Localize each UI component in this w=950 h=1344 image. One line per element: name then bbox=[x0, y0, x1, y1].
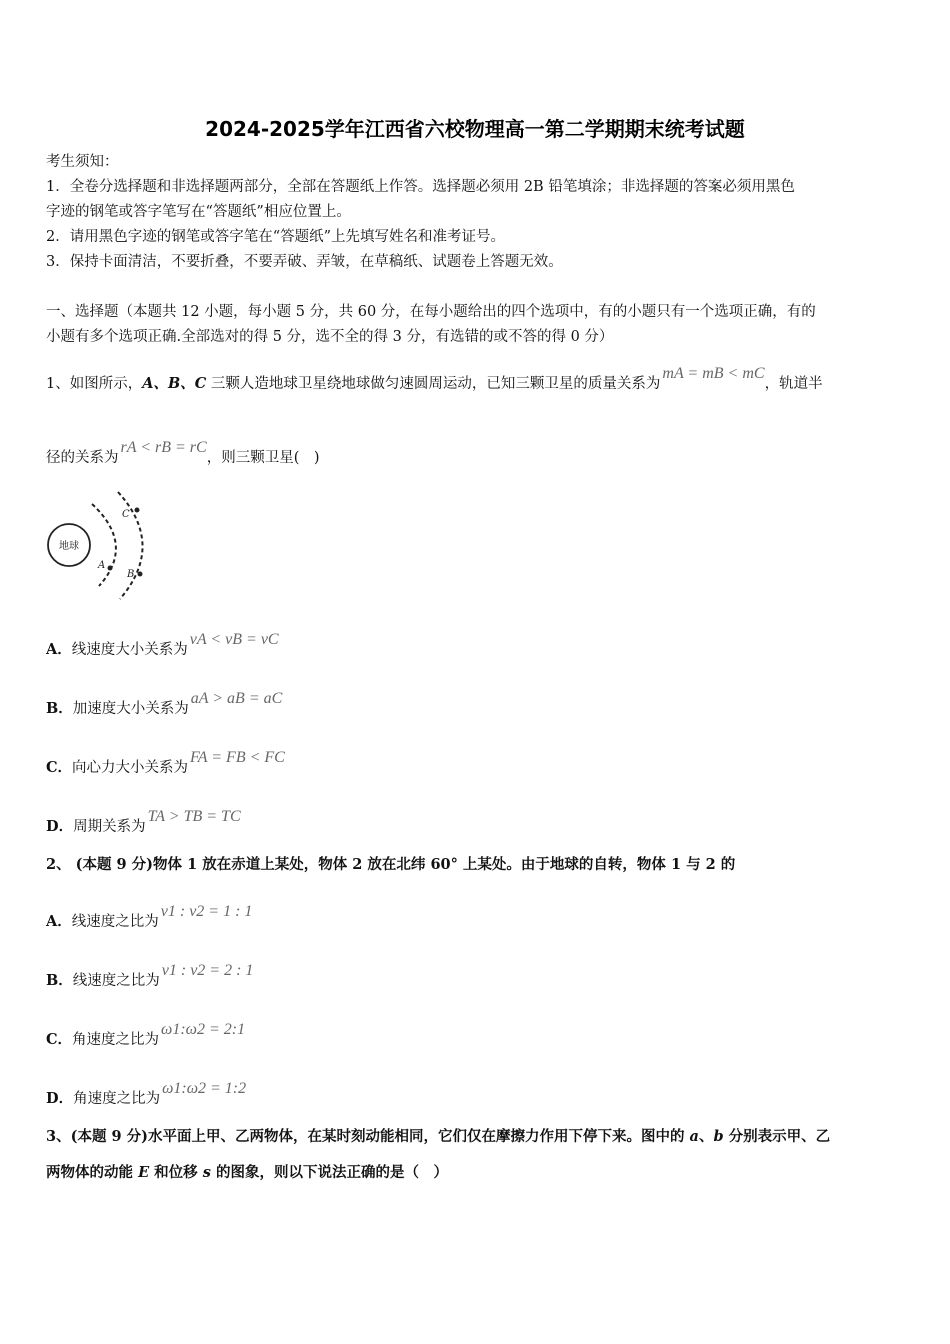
option-formula: v1 : v2 = 1 : 1 bbox=[160, 903, 253, 920]
q1-line2-prefix: 径的关系为 bbox=[46, 450, 119, 466]
q3-line2-suffix: 的图象，则以下说法正确的是（ ） bbox=[210, 1164, 448, 1181]
q3-line2-mid: 和位移 bbox=[149, 1164, 203, 1181]
option-formula: ω1:ω2 = 2:1 bbox=[161, 1021, 246, 1038]
section-heading: 一、选择题（本题共 12 小题，每小题 5 分，共 60 分，在每小题给出的四个选项中，有的小题只有一个选项正确，有的 bbox=[46, 304, 816, 320]
option-text: 角速度之比为 bbox=[73, 1091, 161, 1107]
option-text: 向心力大小关系为 bbox=[72, 760, 189, 776]
q1-suffix: ，轨道半 bbox=[764, 376, 823, 392]
option-text: 角速度之比为 bbox=[72, 1032, 160, 1048]
q1-option-b[interactable] bbox=[46, 689, 282, 719]
label-b: B bbox=[127, 569, 135, 580]
notice-item-2: 2．请用黑色字迹的钢笔或答字笔在“答题纸”上先填写姓名和准考证号。 bbox=[46, 229, 506, 245]
question-1-line-1 bbox=[46, 364, 823, 394]
q3-var-a: a bbox=[689, 1128, 699, 1145]
option-label: B． bbox=[46, 972, 73, 989]
q1-option-d[interactable] bbox=[46, 807, 241, 837]
earth-label: 地球 bbox=[59, 541, 79, 552]
option-formula: aA > aB = aC bbox=[190, 690, 283, 707]
notice-item-3: 3．保持卡面清洁，不要折叠，不要弄破、弄皱，在草稿纸、试题卷上答题无效。 bbox=[46, 254, 563, 270]
q2-option-c[interactable] bbox=[46, 1020, 245, 1050]
q3-prefix: 3、(本题 9 分)水平面上甲、乙两物体，在某时刻动能相同，它们仅在摩擦力作用下停下来。图中的 bbox=[46, 1128, 690, 1145]
q1-option-a[interactable] bbox=[46, 630, 279, 660]
q1-middle: 三颗人造地球卫星绕地球做匀速圆周运动，已知三颗卫星的质量关系为 bbox=[206, 376, 661, 392]
q1-line2-suffix: ，则三颗卫星( ) bbox=[206, 450, 320, 466]
option-text: 线速度之比为 bbox=[72, 973, 160, 989]
orbit-a bbox=[92, 504, 116, 586]
q3-var-s: s bbox=[202, 1164, 211, 1181]
q1-option-c[interactable] bbox=[46, 748, 285, 778]
q3-var-e: E bbox=[138, 1164, 150, 1181]
q3-var-b: b bbox=[713, 1128, 724, 1145]
option-formula: v1 : v2 = 2 : 1 bbox=[161, 962, 254, 979]
option-text: 加速度大小关系为 bbox=[72, 701, 189, 717]
satellite-a bbox=[108, 566, 113, 571]
question-1-line-2 bbox=[46, 438, 320, 468]
question-3-line-2 bbox=[46, 1163, 448, 1183]
satellite-b bbox=[138, 572, 143, 577]
notice-item-1-cont: 字迹的钢笔或答字笔写在“答题纸”相应位置上。 bbox=[46, 204, 351, 220]
option-label: A． bbox=[46, 641, 72, 658]
question-3-line-1 bbox=[46, 1127, 830, 1147]
option-formula: vA < vB = vC bbox=[189, 631, 279, 648]
q3-line1-suffix: 分别表示甲、乙 bbox=[723, 1128, 831, 1145]
page-title: 2024-2025学年江西省六校物理高一第二学期期末统考试题 bbox=[205, 117, 745, 141]
q1-satellite-names: A、B、C bbox=[142, 375, 207, 392]
option-text: 线速度之比为 bbox=[71, 914, 159, 930]
satellite-orbit-figure bbox=[44, 488, 164, 603]
q3-sep: 、 bbox=[698, 1128, 714, 1145]
option-formula: ω1:ω2 = 1:2 bbox=[162, 1080, 247, 1097]
option-formula: FA = FB < FC bbox=[190, 749, 285, 766]
satellite-c bbox=[135, 508, 140, 513]
label-c: C bbox=[122, 509, 130, 520]
option-formula: TA > TB = TC bbox=[147, 808, 241, 825]
q3-line2-prefix: 两物体的动能 bbox=[46, 1164, 139, 1181]
question-2-stem: 2、 (本题 9 分)物体 1 放在赤道上某处，物体 2 放在北纬 60° 上某处。由于地球的自转，物体 1 与 2 的 bbox=[46, 856, 736, 873]
option-text: 线速度大小关系为 bbox=[71, 642, 188, 658]
q1-mass-formula: mA = mB < mC bbox=[662, 365, 765, 382]
option-label: B． bbox=[46, 700, 73, 717]
option-label: D． bbox=[46, 818, 74, 835]
section-heading-cont: 小题有多个选项正确.全部选对的得 5 分，选不全的得 3 分，有选错的或不答的得 0 分） bbox=[46, 329, 614, 345]
option-label: D． bbox=[46, 1090, 74, 1107]
q1-prefix: 1、如图所示， bbox=[46, 376, 143, 392]
option-text: 周期关系为 bbox=[73, 819, 146, 835]
q2-option-b[interactable] bbox=[46, 961, 253, 991]
q1-radius-formula: rA < rB = rC bbox=[120, 439, 207, 456]
option-label: C． bbox=[46, 1031, 73, 1048]
option-label: C． bbox=[46, 759, 73, 776]
notice-item-1: 1．全卷分选择题和非选择题两部分，全部在答题纸上作答。选择题必须用 2B 铅笔填涂；非选择题的答案必须用黑色 bbox=[46, 179, 795, 195]
q2-option-a[interactable] bbox=[46, 902, 252, 932]
label-a: A bbox=[98, 560, 106, 571]
notice-heading: 考生须知： bbox=[46, 154, 119, 170]
q2-option-d[interactable] bbox=[46, 1079, 246, 1109]
option-label: A． bbox=[46, 913, 72, 930]
